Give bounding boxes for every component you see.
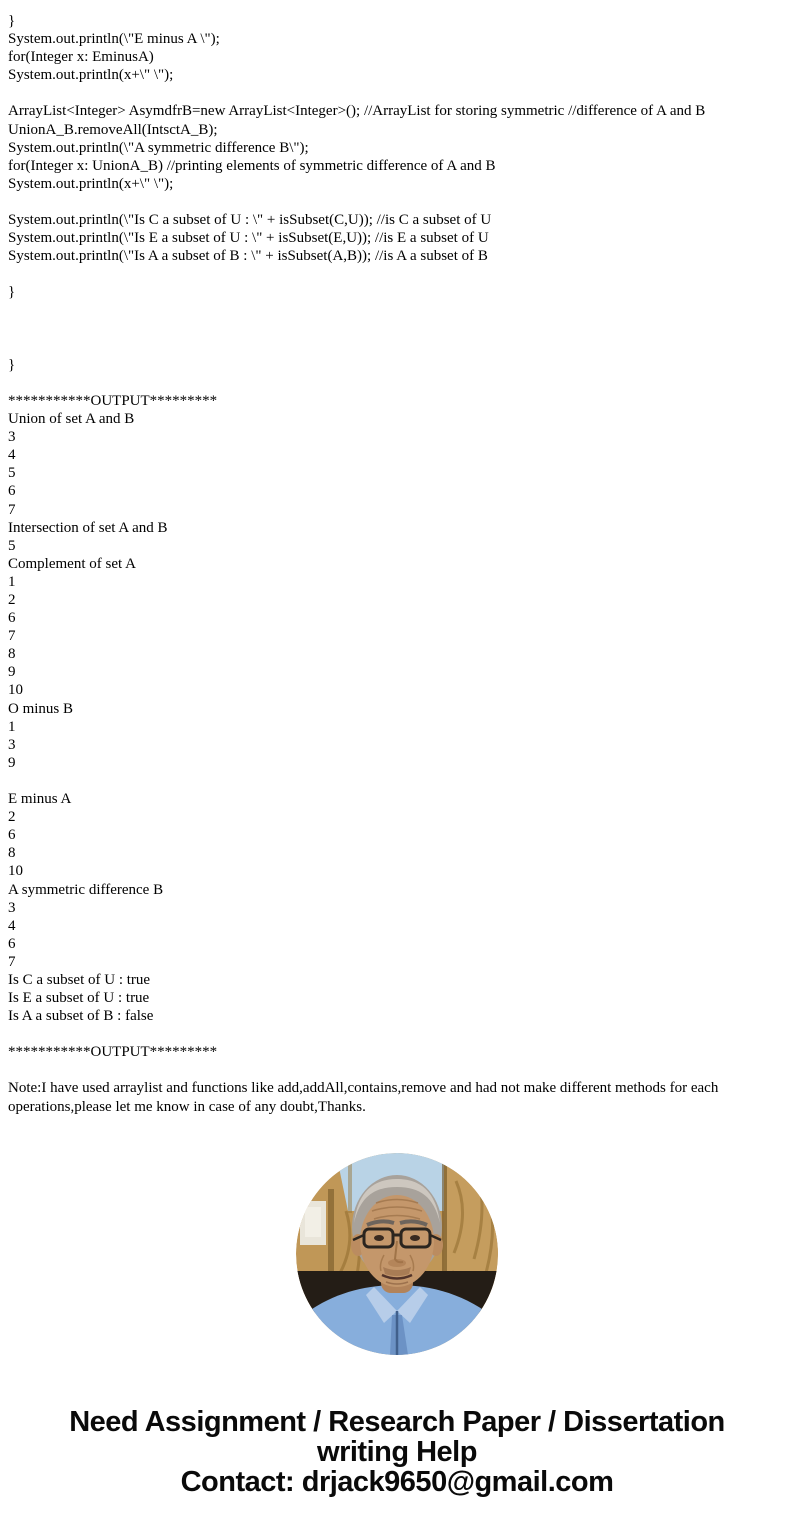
text-line: 8	[8, 646, 16, 663]
text-line: System.out.println(\"A symmetric difference B\");	[8, 139, 309, 156]
text-line: for(Integer x: EminusA)	[8, 49, 154, 66]
text-line	[8, 265, 785, 283]
text-line: 7	[8, 501, 16, 518]
text-line: O minus B	[8, 700, 74, 717]
text-line	[8, 84, 785, 102]
text-line: 5	[8, 465, 16, 482]
text-line: Is E a subset of U : true	[8, 990, 150, 1007]
text-line: E minus A	[8, 791, 72, 808]
text-line: 1	[8, 718, 16, 735]
text-line: 8	[8, 845, 16, 862]
text-line: for(Integer x: UnionA_B) //printing elements of symmetric difference of A and B	[8, 157, 496, 174]
text-line: UnionA_B.removeAll(IntsctA_B);	[8, 121, 218, 138]
text-line: ***********OUTPUT*********	[8, 1044, 218, 1061]
text-line: Is A a subset of B : false	[8, 1008, 154, 1025]
text-line: Intersection of set A and B	[8, 519, 168, 536]
text-line	[8, 320, 785, 338]
text-line: 2	[8, 809, 16, 826]
text-line: System.out.println(\"Is A a subset of B : \" + isSubset(A,B)); //is A a subset of B	[8, 248, 488, 265]
text-line: }	[8, 284, 16, 301]
text-line: 4	[8, 917, 16, 934]
tutor-photo	[296, 1153, 498, 1355]
text-line: }	[8, 13, 16, 29]
text-line: 6	[8, 827, 16, 844]
text-line: 3	[8, 899, 16, 916]
text-line: System.out.println(\"Is E a subset of U : \" + isSubset(E,U)); //is E a subset of U	[8, 230, 489, 247]
text-line: 10	[8, 682, 23, 699]
promo-footer	[0, 1407, 794, 1497]
promo-heading-line2: writing Help	[317, 1435, 477, 1468]
text-line: System.out.println(x+\" \");	[8, 67, 174, 84]
text-line	[8, 302, 785, 320]
text-line	[8, 1025, 785, 1043]
avatar-container	[0, 1153, 794, 1355]
text-line: 2	[8, 592, 16, 608]
text-line: 5	[8, 537, 16, 554]
text-line: A symmetric difference B	[8, 881, 164, 898]
text-line: System.out.println(\"Is C a subset of U : \" + isSubset(C,U)); //is C a subset of U	[8, 212, 492, 229]
text-line: Union of set A and B	[8, 411, 135, 428]
text-line: 10	[8, 863, 23, 880]
text-line: Is C a subset of U : true	[8, 971, 151, 988]
text-line	[8, 772, 785, 790]
text-line: 4	[8, 447, 16, 464]
text-line: 6	[8, 935, 16, 952]
note-paragraph: Note:I have used arraylist and functions like add,addAll,contains,remove and had not make different methods for each operations,please let me know in case of any doubt,Thanks.	[8, 1080, 719, 1115]
contact-email-line: Contact: drjack9650@gmail.com	[180, 1465, 614, 1498]
promo-heading-line1: Need Assignment / Research Paper / Dissertation	[69, 1405, 725, 1438]
text-line: }	[8, 356, 16, 373]
text-line: 3	[8, 736, 16, 753]
text-line: 3	[8, 429, 16, 446]
text-line: 7	[8, 953, 16, 970]
text-line: 6	[8, 483, 16, 500]
text-line: 9	[8, 754, 16, 771]
text-line: 7	[8, 628, 16, 645]
text-line: 1	[8, 573, 16, 590]
text-line	[8, 193, 785, 211]
text-line: 9	[8, 664, 16, 681]
text-line: ***********OUTPUT*********	[8, 392, 218, 409]
text-line: 6	[8, 610, 16, 627]
text-line: System.out.println(x+\" \");	[8, 175, 174, 192]
text-line	[8, 338, 785, 356]
text-line: System.out.println(\"E minus A \");	[8, 31, 220, 48]
text-line: ArrayList<Integer> AsymdfrB=new ArrayList<Integer>(); //ArrayList for storing symmetric //difference of A and B	[8, 103, 706, 120]
text-line	[8, 374, 785, 392]
tutor-photo-art	[296, 1153, 498, 1355]
text-line: Complement of set A	[8, 555, 136, 572]
